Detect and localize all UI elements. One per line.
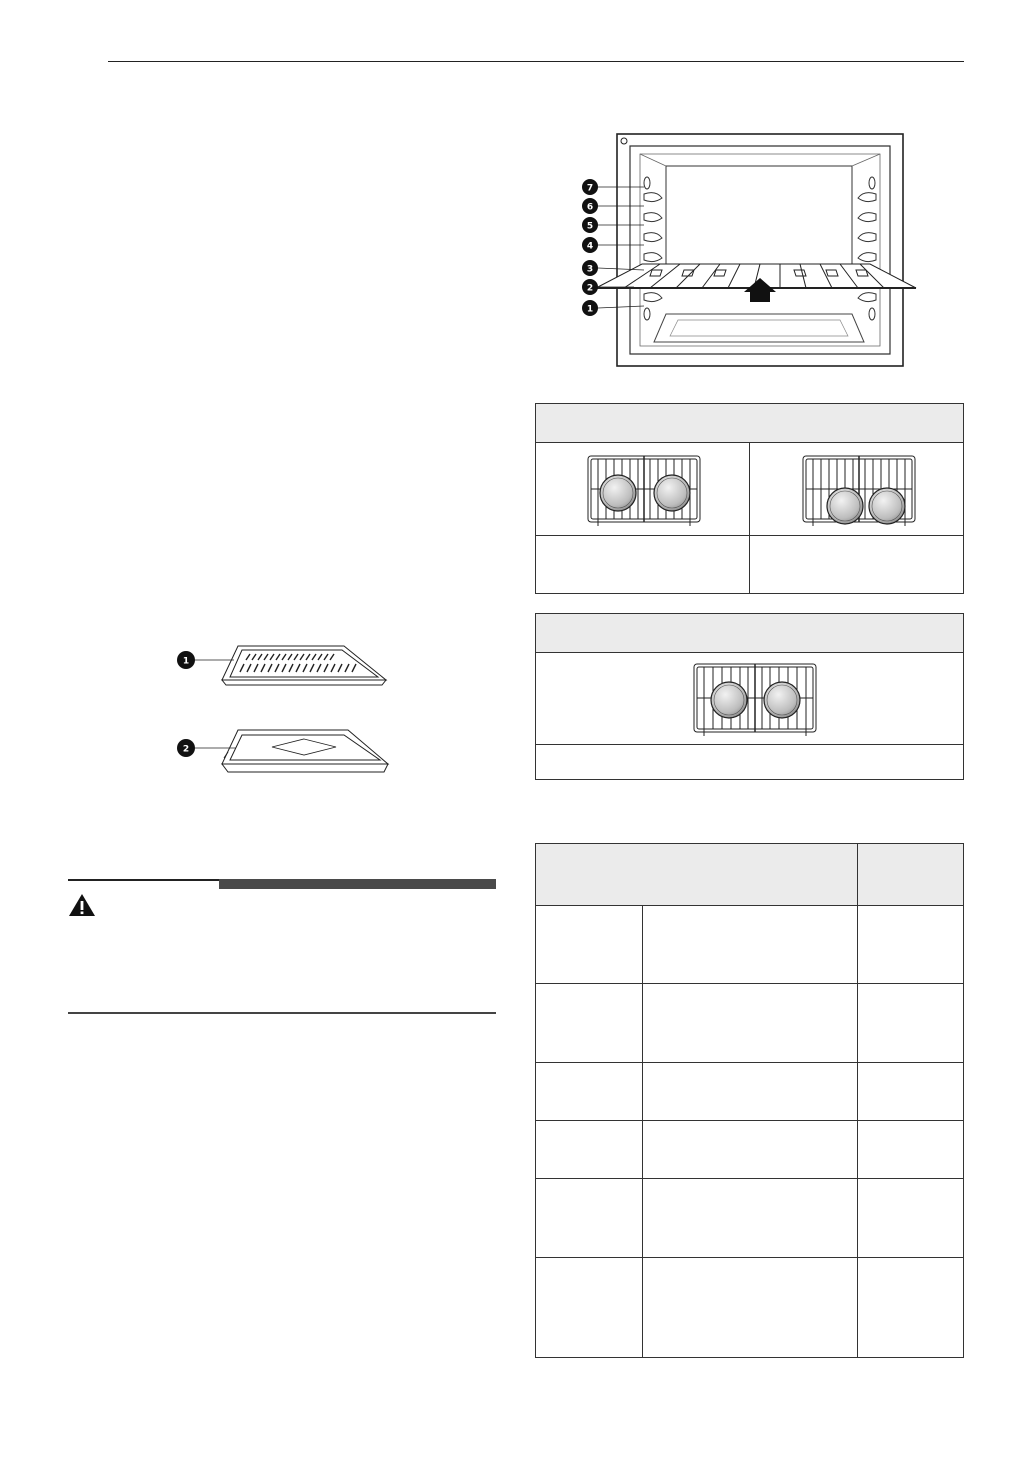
- table-row-divider: [536, 1178, 963, 1179]
- table-header-row: [536, 614, 963, 652]
- rack-position-guide-table: [535, 843, 964, 1358]
- rack-badge-1: [582, 300, 598, 316]
- svg-text:6: 6: [586, 202, 594, 213]
- rack-badge-3: [582, 260, 598, 276]
- warning-bottom-rule: [68, 1012, 496, 1014]
- table-row-divider: [536, 1257, 963, 1258]
- warning-triangle-icon: [68, 893, 96, 917]
- broiler-pan-insert: [222, 646, 386, 685]
- header-rule: [108, 61, 964, 62]
- oven-rack-diagram: [574, 128, 930, 372]
- pan-badge-2: [177, 739, 195, 757]
- svg-text:2: 2: [586, 283, 594, 294]
- svg-text:4: 4: [586, 241, 594, 252]
- rack-badge-7: [582, 179, 598, 195]
- rack-position-badges: [582, 179, 598, 316]
- broiler-pan-tray: [222, 730, 388, 772]
- table-header-row: [536, 844, 963, 905]
- rack-with-pans-image-left: [586, 454, 702, 528]
- svg-text:3: 3: [586, 264, 594, 275]
- rack-with-pans-image-right: [801, 454, 917, 528]
- rack-with-pans-image-center: [692, 662, 818, 738]
- rack-badge-5: [582, 217, 598, 233]
- pan-placement-table-one-rack: [535, 613, 964, 780]
- rack-badge-2: [582, 279, 598, 295]
- svg-text:7: 7: [586, 183, 594, 194]
- pan-placement-table-two-racks: [535, 403, 964, 594]
- svg-text:2: 2: [182, 744, 190, 755]
- table-row-divider: [536, 983, 963, 984]
- table-row-divider: [536, 1062, 963, 1063]
- rack-badge-4: [582, 237, 598, 253]
- table-header-row: [536, 404, 963, 442]
- table-row-divider: [536, 1120, 963, 1121]
- pans-diagram: [176, 640, 390, 780]
- svg-text:5: 5: [586, 221, 594, 232]
- svg-text:1: 1: [586, 304, 594, 315]
- svg-text:1: 1: [182, 656, 190, 667]
- rack-badge-6: [582, 198, 598, 214]
- pan-badge-1: [177, 651, 195, 669]
- warning-header-bar: [219, 879, 496, 889]
